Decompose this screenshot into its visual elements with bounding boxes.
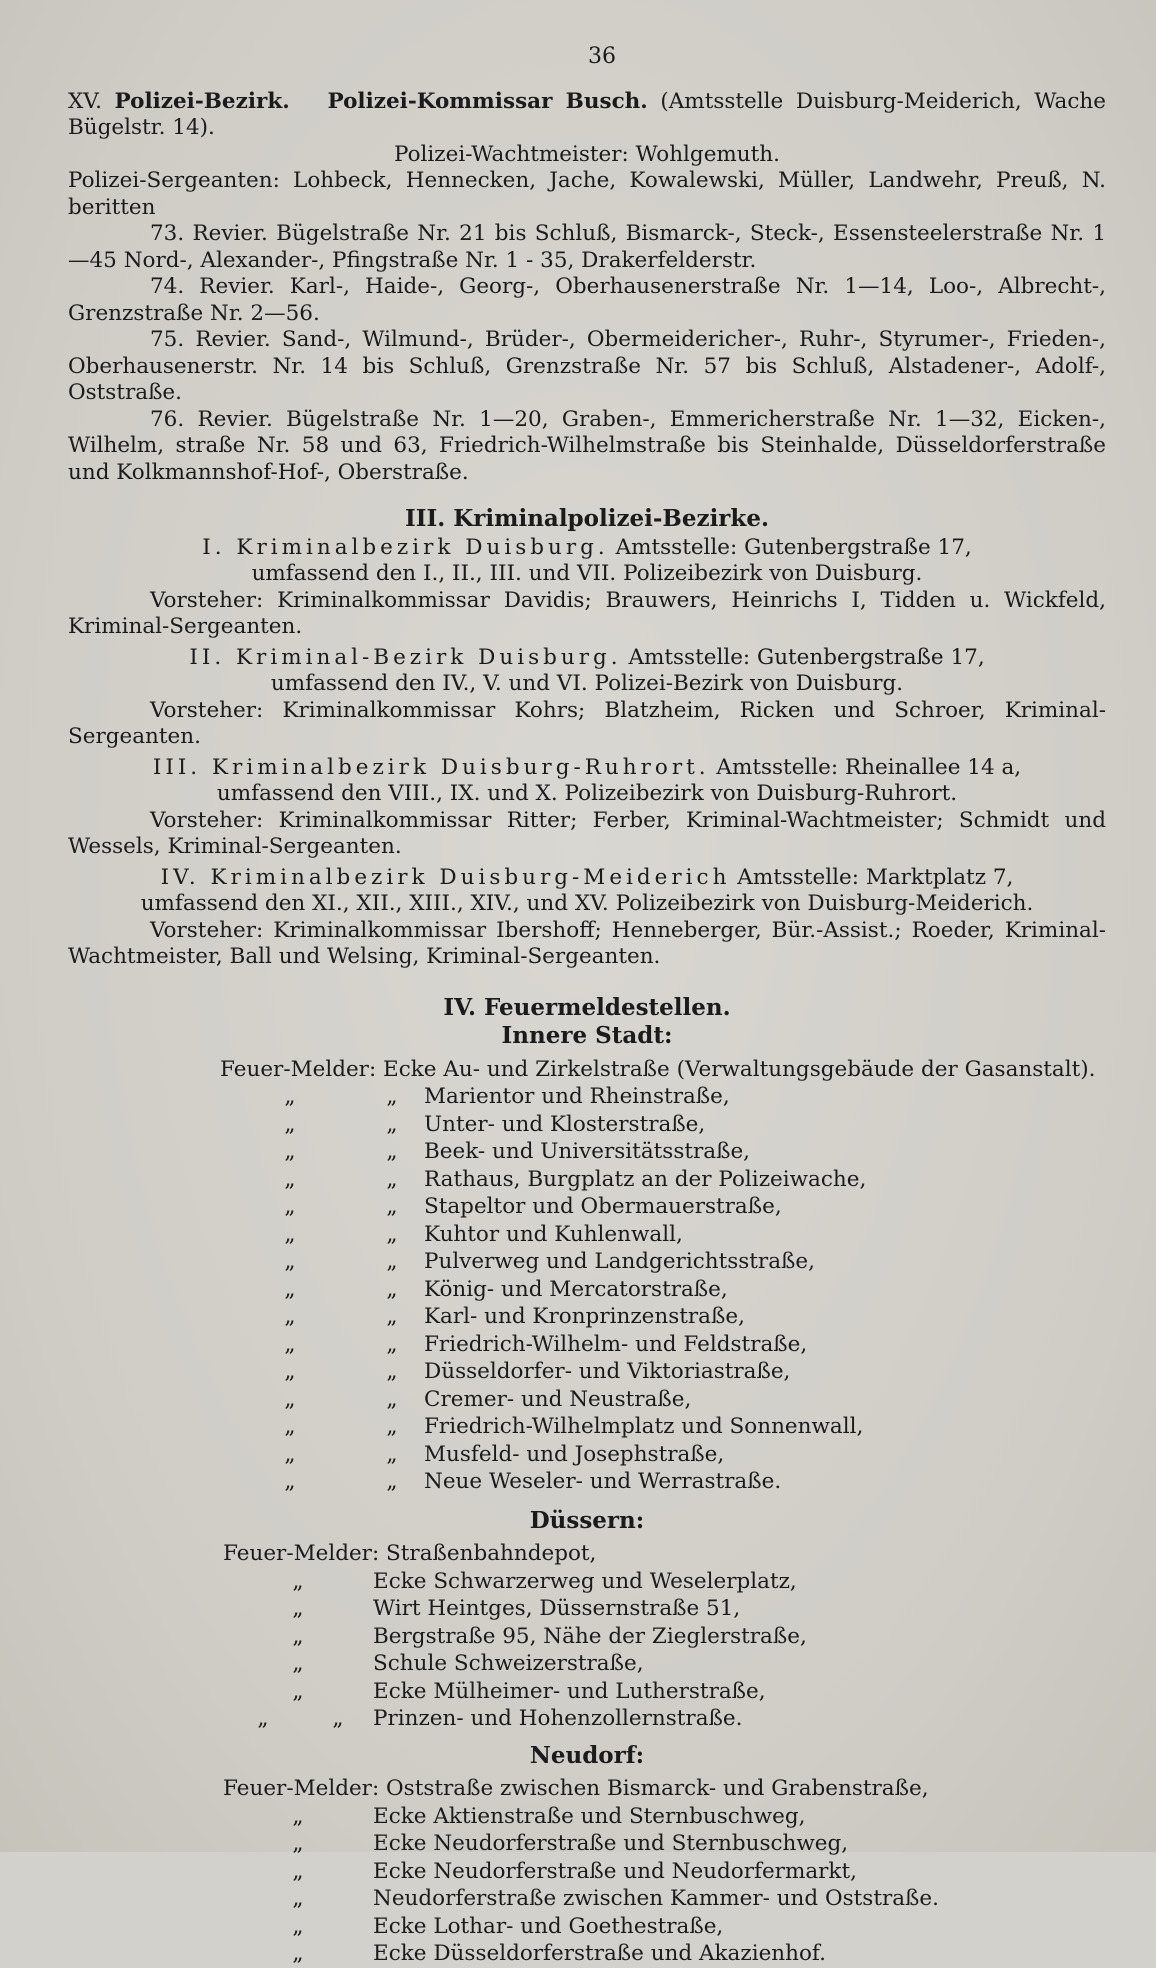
- list-item-text: Beek- und Universitätsstraße,: [424, 1139, 751, 1164]
- ditto-mark: „: [284, 1084, 296, 1109]
- list-item: [220, 1358, 1106, 1386]
- list-item-text: Ecke Aktienstraße und Sternbuschweg,: [373, 1803, 806, 1829]
- ditto-mark: „: [292, 1831, 304, 1856]
- ditto-mark: „: [386, 1441, 398, 1467]
- bezirk-vorsteher: Vorsteher: Kriminalkommissar Davidis; Brauwers, Heinrichs I, Tidden u. Wickfeld, Kriminal-Sergeanten.: [68, 587, 1106, 639]
- ditto-mark: „: [386, 1221, 398, 1247]
- list-item: [223, 1623, 1106, 1651]
- ditto-mark: „: [386, 1276, 398, 1302]
- list-item-text: Kuhtor und Kuhlenwall,: [424, 1221, 683, 1247]
- ditto-mark: „: [386, 1084, 398, 1109]
- list-item: [220, 1111, 1106, 1139]
- ditto-mark: „: [292, 1803, 304, 1829]
- ditto-mark: „: [284, 1276, 296, 1302]
- ditto-mark: „: [386, 1304, 398, 1329]
- revier-75: 75. Revier. Sand-, Wilmund-, Brüder-, Obermeidericher-, Ruhr-, Styrumer-, Frieden-, Oberhausenerstr. Nr. 14 bis Schluß, Grenzstraße Nr. 57 bis Schluß, Alstadener-, Adolf-, Oststraße.: [68, 327, 1106, 405]
- ditto-mark: „: [292, 1858, 304, 1884]
- innere-stadt-heading: Innere Stadt:: [501, 1022, 673, 1049]
- feuer-melder-label: Feuer-Melder:: [223, 1776, 380, 1801]
- bezirk-amtsstelle: Amtsstelle: Gutenbergstraße 17,: [608, 534, 972, 560]
- list-item: [223, 1913, 1106, 1941]
- feuer-melder-label: Feuer-Melder:: [223, 1541, 380, 1566]
- list-item: [223, 1830, 1106, 1858]
- list-item: [220, 1248, 1106, 1276]
- ditto-mark: „: [292, 1886, 304, 1911]
- bezirk-umfassend: umfassend den IV., V. und VI. Polizei-Bezirk von Duisburg.: [270, 671, 904, 696]
- list-item-text: Ecke Mülheimer- und Lutherstraße,: [373, 1678, 766, 1704]
- list-item-text: Pulverweg und Landgerichtsstraße,: [424, 1249, 815, 1274]
- ditto-mark: „: [292, 1941, 304, 1966]
- list-item-text: Karl- und Kronprinzenstraße,: [424, 1304, 745, 1329]
- list-item: „ „ Prinzen- und Hohenzollernstraße.: [257, 1706, 743, 1731]
- list-item: Feuer-Melder: Oststraße zwischen Bismarck- und Grabenstraße,: [223, 1776, 929, 1801]
- bezirk-umfassend: umfassend den XI., XII., XIII., XIV., und XV. Polizeibezirk von Duisburg-Meiderich.: [140, 891, 1034, 916]
- bezirk-vorsteher: Vorsteher: Kriminalkommissar Ritter; Ferber, Kriminal-Wachtmeister; Schmidt und Wessels, Kriminal-Sergeanten.: [68, 807, 1106, 859]
- bezirk-title: I. Kriminalbezirk Duisburg.: [202, 534, 609, 560]
- ditto-mark: „: [284, 1249, 296, 1274]
- list-item: [220, 1331, 1106, 1359]
- kriminal-bezirk-2: [68, 645, 1106, 751]
- list-item: [220, 1413, 1106, 1441]
- list-item: [223, 1858, 1106, 1886]
- ditto-mark: „: [292, 1913, 304, 1939]
- ditto-mark: „: [292, 1623, 304, 1649]
- list-item: [220, 1166, 1106, 1194]
- list-item: [223, 1678, 1106, 1706]
- ditto-mark: „: [386, 1359, 398, 1384]
- ditto-mark: „: [284, 1139, 296, 1164]
- ditto-mark: „: [284, 1469, 296, 1494]
- polizei-sergeanten: Polizei-Sergeanten: Lohbeck, Hennecken, Jache, Kowalewski, Müller, Landwehr, Preuß, N. beritten: [68, 168, 1106, 220]
- list-item-text: Friedrich-Wilhelm- und Feldstraße,: [424, 1331, 808, 1357]
- ditto-mark: „: [284, 1221, 296, 1247]
- bezirk-amtsstelle: Amtsstelle: Rheinallee 14 a,: [709, 754, 1022, 780]
- ditto-mark: „: [284, 1166, 296, 1192]
- kriminal-bezirk-4: [68, 865, 1106, 971]
- list-item-text: Düsseldorfer- und Viktoriastraße,: [424, 1359, 791, 1384]
- list-item: [220, 1386, 1106, 1414]
- ditto-mark: „: [292, 1678, 304, 1704]
- polizei-bezirk-section: [68, 89, 1106, 487]
- list-item: [220, 1276, 1106, 1304]
- ditto-mark: „: [284, 1111, 296, 1137]
- ditto-mark: „: [292, 1568, 304, 1594]
- bezirk-title: II. Kriminal-Bezirk Duisburg.: [189, 644, 622, 670]
- list-item: [223, 1885, 1106, 1913]
- kriminal-bezirk-1: [68, 535, 1106, 641]
- bezirk-amtsstelle: Amtsstelle: Gutenbergstraße 17,: [621, 644, 985, 670]
- list-item-text: Neue Weseler- und Werrastraße.: [424, 1469, 782, 1494]
- ditto-mark: „: [284, 1386, 296, 1412]
- list-item: [223, 1595, 1106, 1623]
- list-item: Feuer-Melder: Straßenbahndepot,: [223, 1541, 597, 1566]
- revier-74: 74. Revier. Karl-, Haide-, Georg-, Oberhausenerstraße Nr. 1—14, Loo-, Albrecht-, Grenzstraße Nr. 2—56.: [68, 274, 1106, 326]
- ditto-mark: „: [284, 1194, 296, 1219]
- bezirk-amtsstelle: Amtsstelle: Marktplatz 7,: [730, 864, 1014, 890]
- innere-stadt-list: [68, 1056, 1106, 1496]
- duessern-list: [68, 1540, 1106, 1733]
- ditto-mark: „: [284, 1331, 296, 1357]
- ditto-mark: „: [386, 1386, 398, 1412]
- ditto-mark: „: [284, 1359, 296, 1384]
- list-item: [220, 1303, 1106, 1331]
- page-number: 36: [588, 44, 616, 69]
- ditto-mark: „: [284, 1304, 296, 1329]
- bezirk-title: III. Kriminalbezirk Duisburg-Ruhrort.: [152, 754, 710, 780]
- bezirk-title: IV. Kriminalbezirk Duisburg-Meiderich: [160, 864, 731, 890]
- ditto-mark: „: [292, 1651, 304, 1676]
- list-item: Feuer-Melder: Ecke Au- und Zirkelstraße (Verwaltungsgebäude der Gasanstalt).: [220, 1056, 1096, 1082]
- list-item-text: Ecke Lothar- und Goethestraße,: [373, 1913, 724, 1939]
- list-item-text: Schule Schweizerstraße,: [373, 1651, 644, 1676]
- list-item: [220, 1221, 1106, 1249]
- ditto-mark: „: [386, 1194, 398, 1219]
- ditto-mark: „: [292, 1596, 304, 1621]
- bezirk-umfassend: umfassend den VIII., IX. und X. Polizeibezirk von Duisburg-Ruhrort.: [216, 781, 958, 806]
- list-item-text: Neudorferstraße zwischen Kammer- und Oststraße.: [373, 1886, 939, 1911]
- bezirk-vorsteher: Vorsteher: Kriminalkommissar Ibershoff; Henneberger, Bür.-Assist.; Roeder, Kriminal-Wachtmeister, Ball und Welsing, Kriminal-Sergeanten.: [68, 917, 1106, 969]
- polizei-bezirk-header: XV. Polizei-Bezirk. Polizei-Kommissar Busch. (Amtsstelle Duisburg-Meiderich, Wache Bügelstr. 14).: [68, 88, 1106, 140]
- list-item-text: Bergstraße 95, Nähe der Zieglerstraße,: [373, 1623, 807, 1649]
- ditto-mark: „: [386, 1166, 398, 1192]
- list-item-text: König- und Mercatorstraße,: [424, 1276, 728, 1302]
- list-item-text: Ecke Schwarzerweg und Weselerplatz,: [373, 1568, 797, 1594]
- kriminal-bezirk-3: [68, 755, 1106, 861]
- list-item-text: Cremer- und Neustraße,: [424, 1386, 692, 1412]
- list-item-text: Rathaus, Burgplatz an der Polizeiwache,: [424, 1166, 867, 1192]
- bezirk-umfassend: umfassend den I., II., III. und VII. Polizeibezirk von Duisburg.: [251, 561, 923, 586]
- revier-76: 76. Revier. Bügelstraße Nr. 1—20, Graben-, Emmericherstraße Nr. 1—32, Eicken-, Wilhelm, straße Nr. 58 und 63, Friedrich-Wilhelmstraße bis Steinhalde, Düsseldorferstraße und Kolkmannshof-Hof-, Oberstraße.: [68, 406, 1106, 485]
- list-item-text: Stapeltor und Obermauerstraße,: [424, 1194, 782, 1219]
- list-item-text: Wirt Heintges, Düssernstraße 51,: [373, 1596, 741, 1621]
- ditto-mark: „: [386, 1331, 398, 1357]
- bezirk-vorsteher: Vorsteher: Kriminalkommissar Kohrs; Blatzheim, Ricken und Schroer, Kriminal-Sergeanten.: [68, 697, 1106, 749]
- list-item: [220, 1441, 1106, 1469]
- ditto-mark: „: [386, 1249, 398, 1274]
- list-item-text: Ecke Neudorferstraße und Sternbuschweg,: [373, 1831, 849, 1856]
- list-item-text: Friedrich-Wilhelmplatz und Sonnenwall,: [424, 1414, 864, 1439]
- list-item: [223, 1650, 1106, 1678]
- ditto-mark: „: [386, 1111, 398, 1137]
- duessern-heading: Düssern:: [529, 1506, 645, 1534]
- ditto-mark: „: [284, 1441, 296, 1467]
- neudorf-heading: Neudorf:: [529, 1741, 645, 1769]
- polizei-wachtmeister: Polizei-Wachtmeister: Wohlgemuth.: [394, 141, 780, 167]
- kriminal-heading: III. Kriminalpolizei-Bezirke.: [404, 505, 769, 532]
- list-item-text: Musfeld- und Josephstraße,: [424, 1441, 725, 1467]
- feuer-heading: IV. Feuermeldestellen.: [443, 993, 731, 1021]
- neudorf-list: [68, 1775, 1106, 1968]
- list-item: [223, 1940, 1106, 1968]
- ditto-mark: „: [284, 1414, 296, 1439]
- list-item-text: Marientor und Rheinstraße,: [424, 1084, 730, 1109]
- ditto-mark: „: [386, 1139, 398, 1164]
- list-item: [223, 1803, 1106, 1831]
- list-item: [220, 1193, 1106, 1221]
- ditto-mark: „: [386, 1414, 398, 1439]
- ditto-mark: „: [386, 1469, 398, 1494]
- list-item: [220, 1083, 1106, 1111]
- list-item-text: Unter- und Klosterstraße,: [424, 1111, 706, 1137]
- list-item-text: Ecke Neudorferstraße und Neudorfermarkt,: [373, 1858, 857, 1884]
- feuer-melder-label: Feuer-Melder:: [220, 1056, 377, 1082]
- list-item-text: Ecke Düsseldorferstraße und Akazienhof.: [373, 1941, 826, 1966]
- list-item: [220, 1468, 1106, 1496]
- list-item: [220, 1138, 1106, 1166]
- list-item: [223, 1568, 1106, 1596]
- revier-73: 73. Revier. Bügelstraße Nr. 21 bis Schluß, Bismarck-, Steck-, Essensteelerstraße Nr. 1—45 Nord-, Alexander-, Pfingstraße Nr. 1 - 35, Drakerfelderstr.: [68, 221, 1106, 273]
